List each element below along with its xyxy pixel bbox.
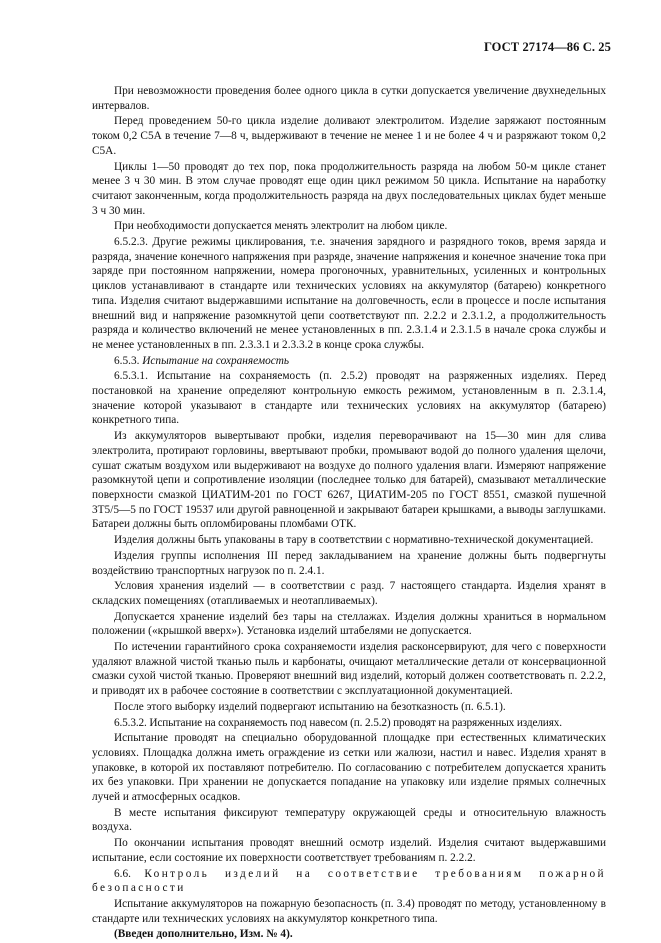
document-body [92,84,606,943]
amendment-note: (Введен дополнительно, Изм. № 4). [114,928,293,941]
section-number: 6.5.3. [114,354,140,367]
paragraph-deconservation: По истечении гарантийного срока сохраняемости изделия расконсервируют, для чего с поверхности удаляют влажной чистой тканью пыль и карбонаты, очищают металлические детали от консервационной смазки сухой чистой тканью. Проверяют внешний вид изделий, который должен соответствовать п. 2.2.2, и приводят их в рабочее состояние в соответствии с эксплуатационной документацией. [92,641,606,698]
section-title: Испытание на сохраняемость [142,354,290,367]
paragraph-cycle-interval: При невозможности проведения более одного цикла в сутки допускается увеличение двухнедельных интервалов. [92,85,606,112]
paragraph-temperature: В месте испытания фиксируют температуру окружающей среды и относительную влажность воздуха. [92,806,606,834]
paragraph-cycle-50: Перед проведением 50-го цикла изделие доливают электролитом. Изделие заряжают постоянным током 0,2 С5А в течение 7—8 ч, выдерживают в течение не менее 1 и не более 4 ч и разряжают током 0,2 С5А. [92,115,606,157]
paragraph-6-5-3-2: 6.5.3.2. Испытание на сохраняемость под навесом (п. 2.5.2) проводят на разряженных изделиях. [114,716,562,729]
paragraph-6-5-2-3: 6.5.2.3. Другие режимы циклирования, т.е. значения зарядного и разрядного токов, время заряда и разряда, значение конечного напряжения при разряде, значение напряжения и конечное значение тока при заряде при постоянном напряжении, номера прогоночных, уравнительных, усиленных и контрольных циклов устанавливают в стандарте или технических условиях на аккумулятор (батарею) конкретного типа. Изделия считают выдержавшими испытание на долговечность, если в процессе и после испытания внешний вид и напряжение разомкнутой цепи соответствуют пп. 2.2.2 и 2.3.1.2, а продолжительность разряда и количество включений не менее установленных в пп. 2.3.1.4 и 2.3.1.5 в начале срока службы и не менее установленных в пп. 2.3.3.1 и 2.3.3.2 в конце срока службы. [92,236,606,351]
paragraph-reliability-test: После этого выборку изделий подвергают испытанию на безотказность (п. 6.5.1). [114,700,506,713]
section-heading-6-6 [92,867,606,896]
paragraph-outdoor-site: Испытание проводят на специально оборудованной площадке при естественных климатических условиях. Площадка должна иметь ограждение из сетки или жалюзи, настил и навес. Изделия хранят в упаковке, в которой их поставляют потребителю. По согласованию с потребителем допускается хранить их без упаковки. При хранении не допускается попадание на упаковку или изделие прямых солнечных лучей и атмосферных осадков. [92,732,606,804]
paragraph-6-5-3-1: 6.5.3.1. Испытание на сохраняемость (п. 2.5.2) проводят на разряженных изделиях. Перед постановкой на хранение определяют контрольную емкость режимом, установленным в п. 2.3.1.4, значение которой указывают в стандарте или технических условиях на аккумулятор (батарею) конкретного типа. [92,370,606,427]
section-number: 6.6. [114,867,131,880]
paragraph-shelf-storage: Допускается хранение изделий без тары на стеллажах. Изделия должны храниться в нормальном положении («крышкой вверх»). Установка изделий штабелями не допускается. [92,610,606,638]
paragraph-fire-safety: Испытание аккумуляторов на пожарную безопасность (п. 3.4) проводят по методу, установленному в стандарте или технических условиях на аккумулятор конкретного типа. [92,897,606,925]
page-header: ГОСТ 27174—86 С. 25 [483,40,611,54]
section-title: Контроль изделий на соответствие требованиям пожарной безопасности [92,867,606,895]
paragraph-electrolyte-change: При необходимости допускается менять электролит на любом цикле. [114,220,448,233]
paragraph-storage-conditions: Условия хранения изделий — в соответствии с разд. 7 настоящего стандарта. Изделия хранят в складских помещениях (отапливаемых и неотапливаемых). [92,580,606,607]
paragraph-group-iii: Изделия группы исполнения III перед закладыванием на хранение должны быть подвергнуты воздействию транспортных нагрузок по п. 2.4.1. [92,549,606,577]
section-heading-6-5-3 [92,354,606,369]
paragraph-cycles-1-50: Циклы 1—50 проводят до тех пор, пока продолжительность разряда на любом 50-м цикле станет менее 3 ч 30 мин. В этом случае проводят еще один цикл режимом 50 цикла. Испытание на наработку считают законченным, когда продолжительность разряда на двух последовательных циклах будет меньше 3 ч 30 мин. [92,160,606,217]
paragraph-packaging: Изделия должны быть упакованы в тару в соответствии с нормативно-технической документацией. [114,534,594,547]
paragraph-inspection: По окончании испытания проводят внешний осмотр изделий. Изделия считают выдержавшими испытание, если состояние их поверхности соответствует требованиям п. 2.2.2. [92,837,606,864]
paragraph-preservation: Из аккумуляторов вывертывают пробки, изделия переворачивают на 15—30 мин для слива электролита, протирают горловины, ввертывают пробки, промывают водой до полного удаления щелочи, сушат сжатым воздухом или выдерживают на воздухе до полного удаления влаги. Измеряют напряжение разомкнутой цепи и сопротивление изоляции (последнее только для батарей), смазывают металлические поверхности смазкой ЦИАТИМ-201 по ГОСТ 6267, ЦИАТИМ-205 по ГОСТ 8551, смазкой пушечной 3Т5/5—5 по ГОСТ 19537 или другой равноценной и закрывают батареи крышками, а выводы заглушками. Батареи должны быть опломбированы пломбами ОТК. [92,430,606,531]
